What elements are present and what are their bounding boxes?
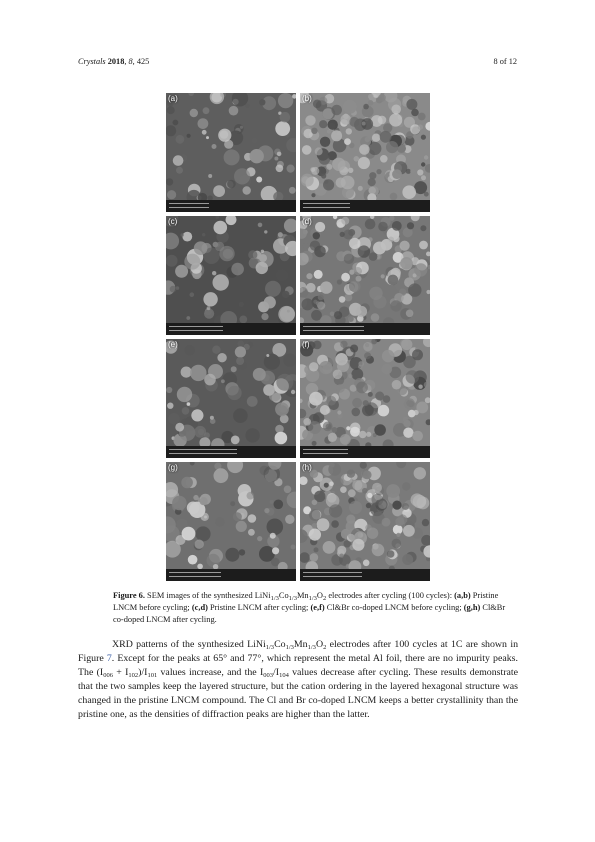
- sem-info-bar: [300, 446, 430, 458]
- caption-text: Pristine LNCM before cycling;: [113, 591, 499, 613]
- running-header: Crystals 2018, 8, 425: [78, 57, 150, 66]
- body-text: Co: [274, 639, 286, 650]
- sem-panel-g: [166, 462, 296, 581]
- sem-micrograph: [300, 93, 430, 212]
- subscript: 2: [323, 644, 327, 651]
- article-number: 425: [136, 57, 150, 66]
- caption-text: Cl&Br co-doped LNCM before cycling;: [324, 603, 464, 613]
- figure-label: Figure 6.: [113, 591, 145, 600]
- panel-label: (e): [168, 340, 178, 349]
- sem-panel-a: [166, 93, 296, 212]
- sem-panel-e: [166, 339, 296, 458]
- subscript: 1/3: [288, 595, 297, 602]
- subscript: 1/3: [308, 595, 317, 602]
- subscript: 1/3: [307, 644, 316, 651]
- caption-text: Pristine LNCM after cycling;: [207, 603, 311, 613]
- subscript: 006: [103, 671, 113, 679]
- body-text: + I: [112, 666, 129, 678]
- panel-label: (h): [302, 463, 312, 472]
- caption-text: Mn: [296, 591, 309, 600]
- sem-panel-h: [300, 462, 430, 581]
- journal-year: 2018: [107, 57, 125, 66]
- body-text: XRD patterns of the synthesized LiNi: [112, 639, 266, 650]
- sem-info-bar: [300, 200, 430, 212]
- sem-info-bar: [166, 200, 296, 212]
- body-text: values increase, and the I: [157, 666, 264, 678]
- journal-name: Crystals: [78, 57, 106, 66]
- body-text: /I: [273, 666, 280, 678]
- sem-micrograph: [300, 216, 430, 335]
- panel-ref: (e,f): [310, 603, 325, 613]
- sem-micrograph: [166, 462, 296, 581]
- sem-panel-c: [166, 216, 296, 335]
- panel-label: (a): [168, 94, 178, 103]
- sem-info-bar: [166, 323, 296, 335]
- panel-label: (d): [302, 217, 312, 226]
- subscript: 1/3: [285, 644, 294, 651]
- subscript: 102: [128, 671, 139, 679]
- sem-info-bar: [300, 323, 430, 335]
- subscript: 1/3: [270, 595, 279, 602]
- sem-panel-b: [300, 93, 430, 212]
- sem-info-bar: [166, 569, 296, 581]
- sem-micrograph: [166, 93, 296, 212]
- sem-micrograph: [166, 339, 296, 458]
- subscript: 1/3: [265, 644, 275, 651]
- body-text: Mn: [293, 639, 308, 650]
- subscript: 101: [147, 671, 158, 679]
- body-text: . Except for the peaks at 65° and 77°, which represent the metal Al foil, there are no impurity peaks. The (I: [78, 652, 518, 678]
- figure-caption: [113, 590, 513, 627]
- panel-label: (c): [168, 217, 178, 226]
- caption-text: SEM images of the synthesized LiNi: [144, 591, 271, 600]
- body-text: )/I: [138, 666, 148, 678]
- panel-ref: (g,h): [463, 603, 481, 613]
- figure-7-link[interactable]: 7: [106, 652, 112, 664]
- sem-info-bar: [300, 569, 430, 581]
- sem-micrograph: [300, 339, 430, 458]
- sem-figure: [166, 93, 430, 584]
- page-indicator: 8 of 12: [493, 57, 517, 66]
- subscript: 2: [322, 595, 327, 602]
- sem-micrograph: [166, 216, 296, 335]
- caption-text: Co: [278, 591, 289, 600]
- sem-panel-d: [300, 216, 430, 335]
- body-text: values decrease after cycling. These results demonstrate that the two samples keep the layered structure, but the cation ordering in the layered hexagonal structure was changed in the pristine LNCM compound. The Cl and Br co-doped LNCM keeps a better crystallinity than the pristine one, as the densities of diffraction peaks are higher than the latter.: [78, 666, 519, 720]
- body-text: electrodes after 100 cycles at 1C are shown in Figure: [78, 639, 519, 664]
- subscript: 003: [263, 671, 274, 679]
- caption-text: electrodes after cycling (100 cycles):: [326, 591, 455, 600]
- panel-label: (b): [302, 94, 312, 103]
- caption-text: O: [316, 591, 323, 600]
- sem-info-bar: [166, 446, 296, 458]
- panel-ref: (a,b): [454, 591, 471, 600]
- body-text: O: [315, 639, 324, 650]
- caption-text: Cl&Br co-doped LNCM after cycling.: [113, 603, 506, 625]
- panel-label: (g): [168, 463, 178, 472]
- subscript: 104: [279, 671, 289, 679]
- body-paragraph: [78, 638, 518, 721]
- panel-label: (f): [302, 340, 310, 349]
- sem-panel-f: [300, 339, 430, 458]
- panel-ref: (c,d): [191, 603, 208, 613]
- sem-micrograph: [300, 462, 430, 581]
- journal-volume: 8: [128, 57, 133, 66]
